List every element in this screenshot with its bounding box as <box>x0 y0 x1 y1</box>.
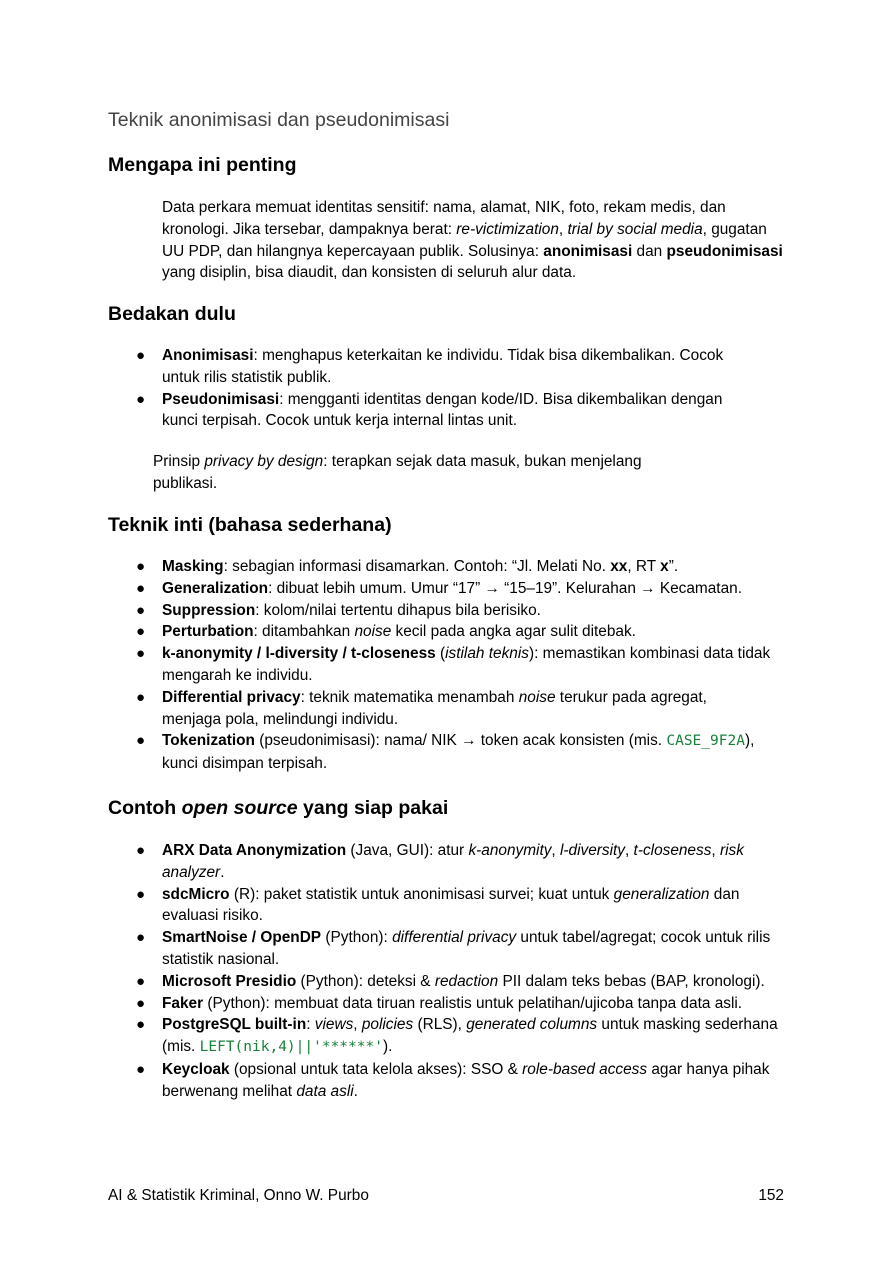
bullet-icon: ● <box>136 390 146 408</box>
bullet-icon: ● <box>136 972 146 990</box>
section-heading-open-source: Contoh open source yang siap pakai <box>108 797 449 819</box>
list-item: ● Suppression: kolom/nilai tertentu dihapus bila berisiko. <box>108 600 798 622</box>
privacy-by-design-note: Prinsip privacy by design: terapkan sejak data masuk, bukan menjelang publikasi. <box>153 453 642 492</box>
bullet-icon: ● <box>136 645 146 663</box>
list-item: ● k-anonymity / l-diversity / t-closeness (istilah teknis): memastikan kombinasi data tidak mengarah ke individu. <box>136 645 771 684</box>
bullet-icon: ● <box>136 885 146 903</box>
bullet-icon: ● <box>136 623 146 641</box>
bullet-icon: ● <box>136 688 146 706</box>
open-source-tools-list <box>108 840 798 1103</box>
bullet-icon: ● <box>136 994 146 1012</box>
why-important-paragraph: Data perkara memuat identitas sensitif: nama, alamat, NIK, foto, rekam medis, dan kronologi. Jika tersebar, dampaknya berat: re-victimization, trial by social media, gugatan UU PDP, dan hilangnya kepercayaan publik. Solusinya: anonimisasi dan pseudonimisasi yang disiplin, bisa diaudit, dan konsisten di seluruh alur data. <box>162 199 783 282</box>
section-heading-core-techniques: Teknik inti (bahasa sederhana) <box>108 514 392 536</box>
list-item: ● Microsoft Presidio (Python): deteksi & redaction PII dalam teks bebas (BAP, kronologi). <box>108 971 802 993</box>
list-item: ● sdcMicro (R): paket statistik untuk anonimisasi survei; kuat untuk generalization dan evaluasi risiko. <box>136 885 740 925</box>
bullet-icon: ● <box>136 347 146 364</box>
distinguish-list <box>108 345 758 432</box>
list-item: ● Keycloak (opsional untuk tata kelola akses): SSO & role-based access agar hanya pihak berwenang melihat data asli. <box>136 1060 770 1100</box>
bullet-icon: ● <box>136 1060 146 1078</box>
page-subtitle: Teknik anonimisasi dan pseudonimisasi <box>108 109 450 131</box>
list-item: ● Perturbation: ditambahkan noise kecil pada angka agar sulit ditebak. <box>108 621 798 643</box>
list-item: ● Pseudonimisasi: mengganti identitas dengan kode/ID. Bisa dikembalikan dengan kunci terpisah. Cocok untuk kerja internal lintas unit. <box>136 390 723 430</box>
core-techniques-list <box>108 556 798 775</box>
bullet-icon: ● <box>136 601 146 619</box>
list-item: ● Differential privacy: teknik matematika menambah noise terukur pada agregat, menjaga pola, melindungi individu. <box>136 688 707 728</box>
bullet-icon: ● <box>136 842 146 859</box>
list-item: ● Generalization: dibuat lebih umum. Umur “17” → “15–19”. Kelurahan → Kecamatan. <box>108 578 798 600</box>
list-item: ● Masking: sebagian informasi disamarkan. Contoh: “Jl. Melati No. xx, RT x”. <box>108 556 798 578</box>
list-item: ● Tokenization (pseudonimisasi): nama/ NIK → token acak konsisten (mis. CASE_9F2A), kunci disimpan terpisah. <box>136 732 755 773</box>
section-heading-why-important: Mengapa ini penting <box>108 154 297 176</box>
list-item: ● Faker (Python): membuat data tiruan realistis untuk pelatihan/ujicoba tanpa data asli. <box>108 993 798 1015</box>
bullet-icon: ● <box>136 579 146 597</box>
list-item: ● PostgreSQL built-in: views, policies (RLS), generated columns untuk masking sederhana (mis. LEFT(nik,4)||'******'). <box>136 1016 778 1056</box>
bullet-icon: ● <box>136 732 146 750</box>
page-number: 152 <box>758 1187 784 1204</box>
section-heading-distinguish: Bedakan dulu <box>108 303 236 325</box>
list-item: ● SmartNoise / OpenDP (Python): differential privacy untuk tabel/agregat; cocok untuk rilis statistik nasional. <box>136 929 771 968</box>
bullet-icon: ● <box>136 558 146 575</box>
bullet-icon: ● <box>136 929 146 947</box>
list-item: ● Anonimisasi: menghapus keterkaitan ke individu. Tidak bisa dikembalikan. Cocok untuk rilis statistik publik. <box>136 347 724 386</box>
list-item: ● ARX Data Anonymization (Java, GUI): atur k-anonymity, l-diversity, t-closeness, risk analyzer. <box>136 842 744 881</box>
bullet-icon: ● <box>136 1016 146 1034</box>
footer-book-title: AI & Statistik Kriminal, Onno W. Purbo <box>108 1187 369 1204</box>
